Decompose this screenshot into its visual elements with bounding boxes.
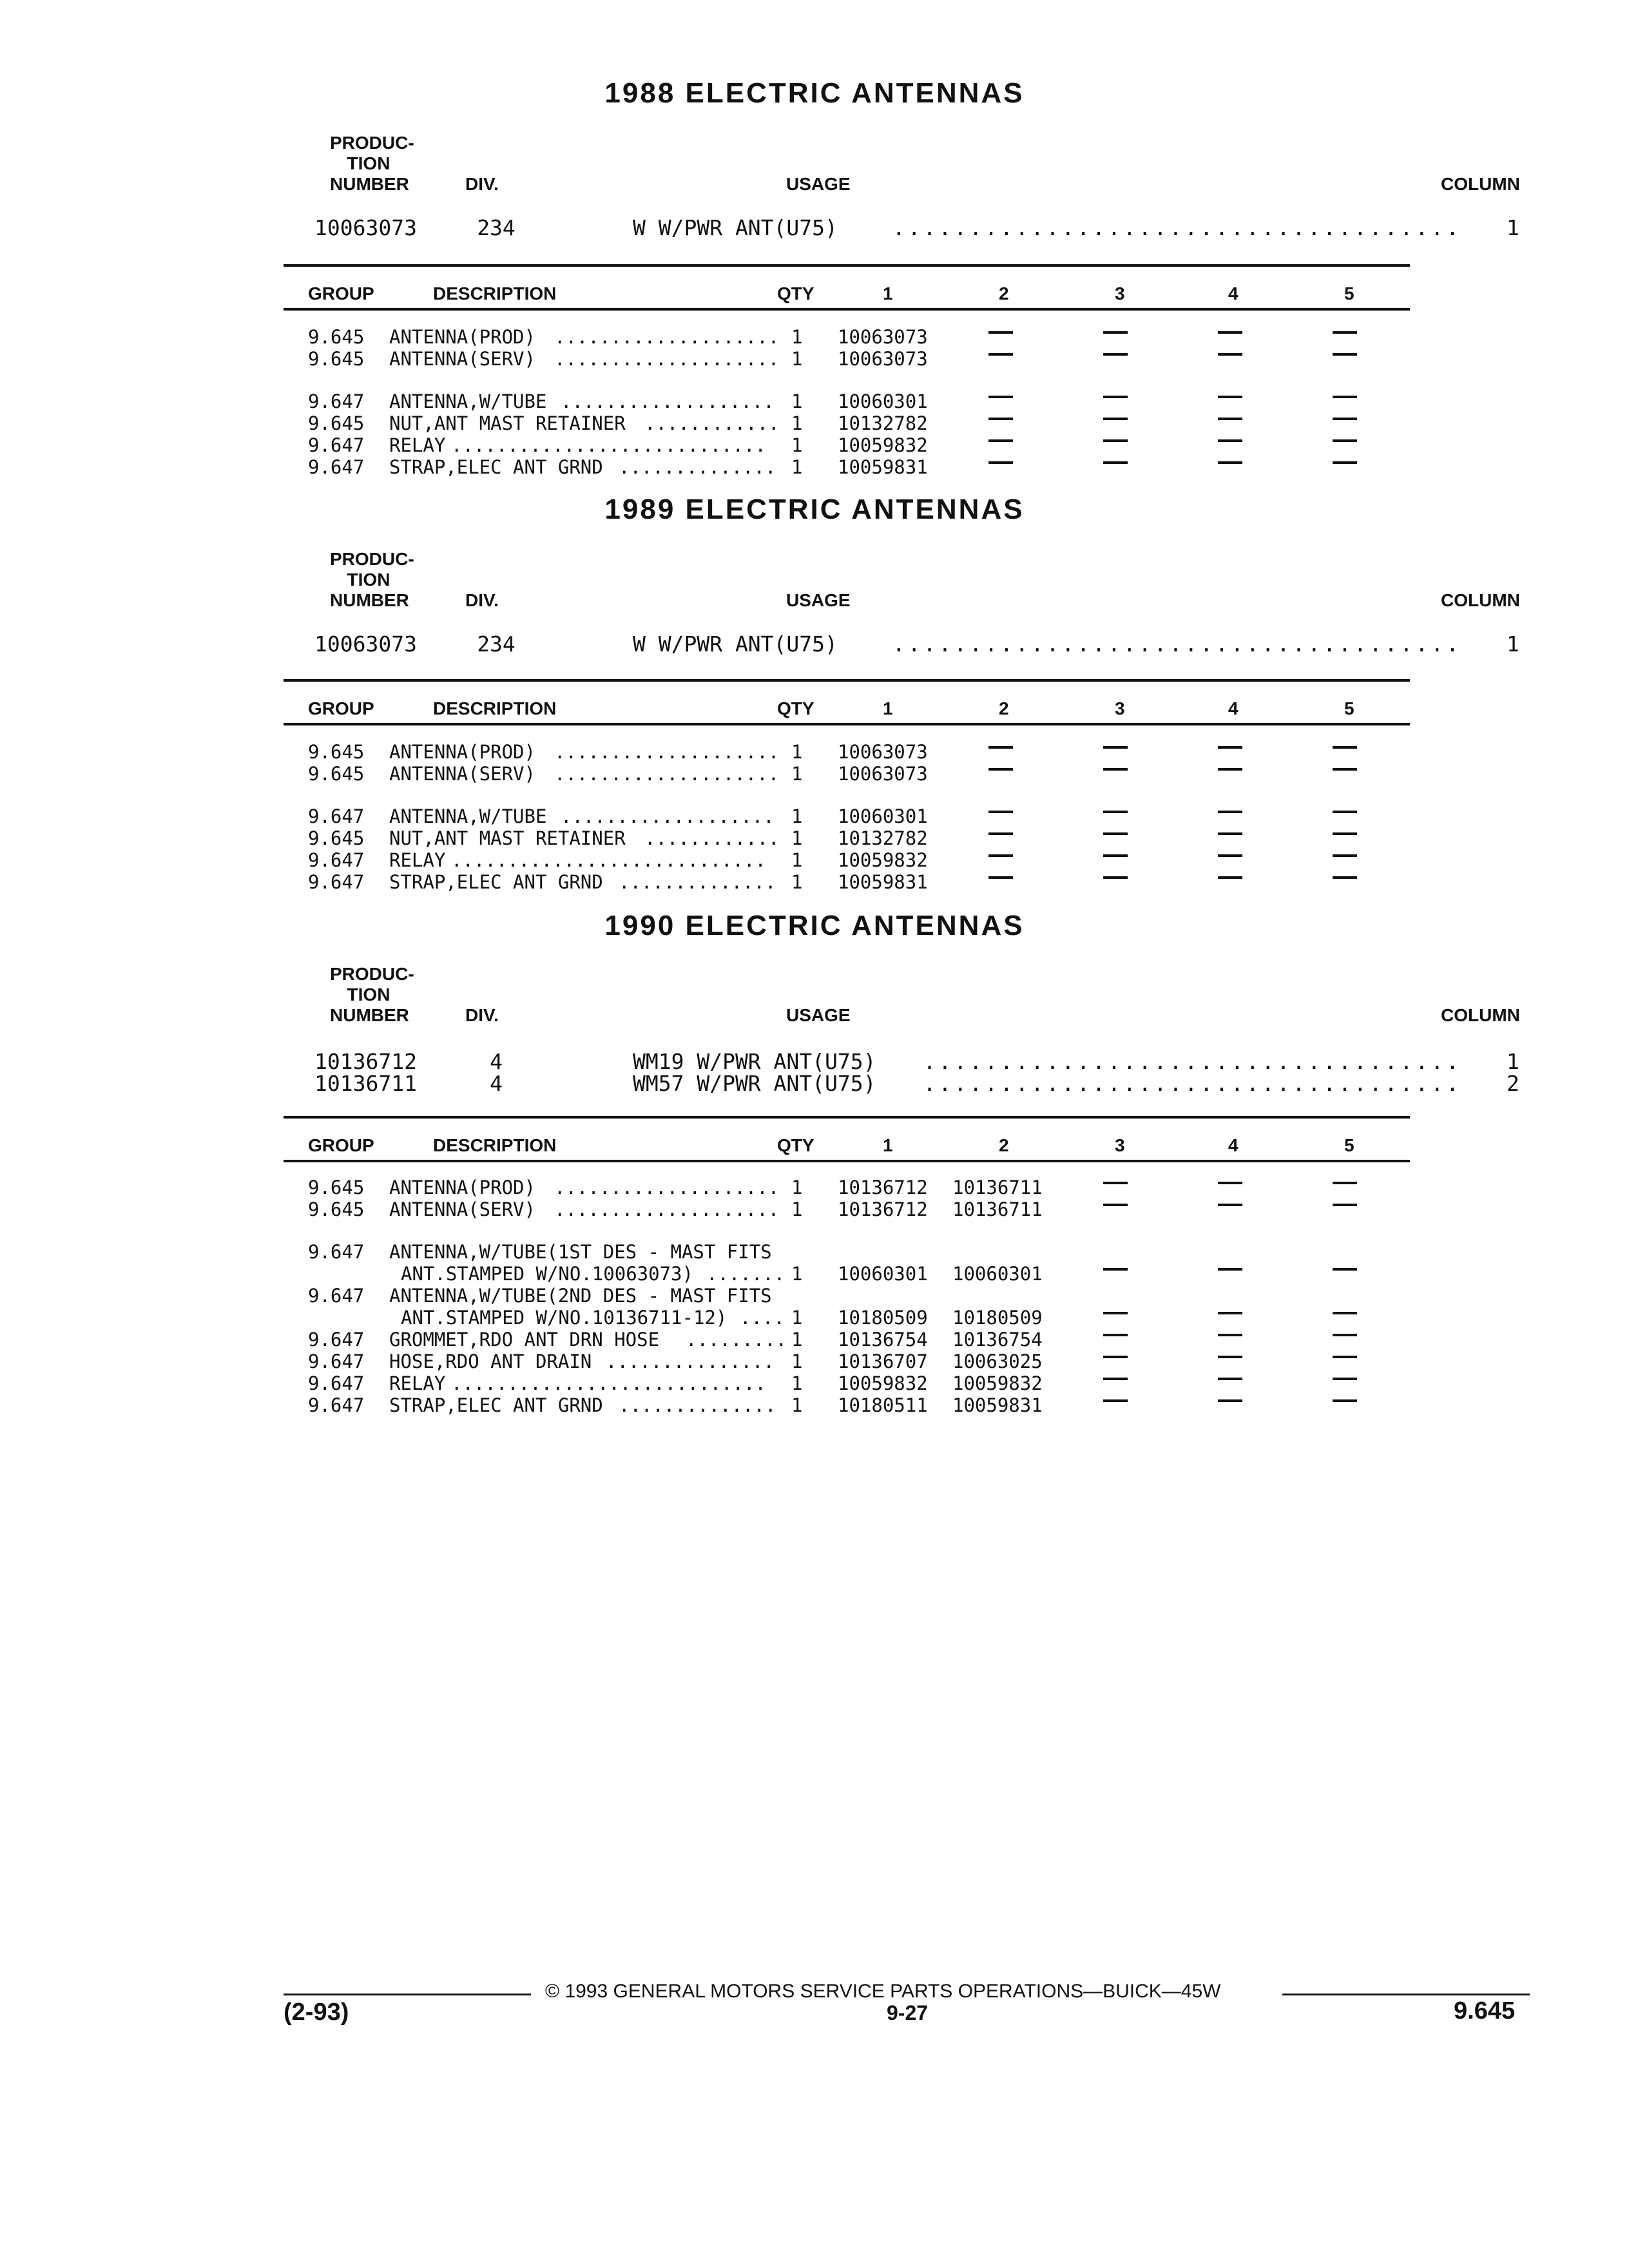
group-header-c1: 1 xyxy=(883,1135,893,1155)
table-cell: 9.645 xyxy=(308,1177,365,1198)
table-row xyxy=(0,1329,1629,1350)
dash-mark xyxy=(1103,1204,1128,1206)
table-cell: 1 xyxy=(791,741,803,763)
dash-mark xyxy=(1218,1399,1242,1402)
group-header-c1: 1 xyxy=(883,698,893,718)
dash-mark xyxy=(1218,1356,1242,1358)
dash-mark xyxy=(1218,396,1242,398)
table-cell: 1 xyxy=(791,1307,803,1329)
dash-mark xyxy=(1333,768,1357,771)
dash-mark xyxy=(1218,1182,1242,1184)
production-column: 2 xyxy=(1507,1071,1519,1096)
dash-mark xyxy=(1218,832,1242,835)
leader-dots: .................... xyxy=(554,741,780,763)
table-cell: 10063073 xyxy=(838,741,928,763)
production-row xyxy=(0,1049,1629,1072)
table-cell: 10059832 xyxy=(838,434,928,456)
rule-top xyxy=(284,264,1410,267)
group-header-qty: QTY xyxy=(777,284,815,303)
rule-header xyxy=(284,723,1410,726)
footer-copyright: © 1993 GENERAL MOTORS SERVICE PARTS OPERATIONS—BUICK—45W xyxy=(545,1981,1221,2002)
group-header-description: DESCRIPTION xyxy=(433,284,557,303)
table-row xyxy=(0,805,1629,827)
production-number: 10063073 xyxy=(314,215,417,240)
dash-mark xyxy=(1218,331,1242,334)
table-cell: 10063025 xyxy=(952,1350,1043,1372)
dash-mark xyxy=(1103,876,1128,879)
leader-dots: .................... xyxy=(554,1198,780,1220)
dash-mark xyxy=(1218,746,1242,749)
header-prod-line1: PRODUC- xyxy=(330,549,414,569)
table-cell: 1 xyxy=(791,348,803,370)
table-cell: ANTENNA(PROD) xyxy=(389,326,535,348)
dash-mark xyxy=(988,396,1013,398)
table-cell: NUT,ANT MAST RETAINER xyxy=(389,827,626,849)
header-prod-line2: TION xyxy=(347,153,390,173)
dash-mark xyxy=(1103,461,1128,464)
table-cell: 10063073 xyxy=(838,763,928,785)
table-cell: 1 xyxy=(791,412,803,434)
dash-mark xyxy=(1103,811,1128,813)
production-row xyxy=(0,631,1629,655)
table-row-continued xyxy=(0,1263,1629,1285)
leader-dots: ................................... xyxy=(923,1049,1461,1074)
dash-mark xyxy=(1103,353,1128,356)
leader-dots: ....... xyxy=(706,1263,786,1285)
table-cell: 10059831 xyxy=(952,1394,1043,1416)
table-cell: NUT,ANT MAST RETAINER xyxy=(389,412,626,434)
production-number: 10063073 xyxy=(314,631,417,657)
dash-mark xyxy=(1218,439,1242,442)
dash-mark xyxy=(1103,1356,1128,1358)
production-usage: W W/PWR ANT(U75) xyxy=(633,631,838,657)
dash-mark xyxy=(1333,1399,1357,1402)
table-cell: 9.647 xyxy=(308,871,365,893)
dash-mark xyxy=(988,832,1013,835)
dash-mark xyxy=(1333,811,1357,813)
table-cell: ANTENNA,W/TUBE xyxy=(389,805,547,827)
table-row xyxy=(0,456,1629,478)
table-cell: 10059832 xyxy=(838,1372,928,1394)
group-header-c3: 3 xyxy=(1115,1135,1125,1155)
table-row xyxy=(0,1285,1629,1307)
leader-dots: .............. xyxy=(619,1394,776,1416)
table-cell: 9.647 xyxy=(308,1394,365,1416)
leader-dots: ..................................... xyxy=(892,631,1461,657)
dash-mark xyxy=(988,746,1013,749)
table-cell: 9.647 xyxy=(308,1372,365,1394)
dash-mark xyxy=(1218,1268,1242,1271)
table-row xyxy=(0,1394,1629,1416)
table-cell: 10059831 xyxy=(838,871,928,893)
production-div: 4 xyxy=(490,1049,503,1074)
group-header-c5: 5 xyxy=(1344,284,1354,303)
section-title: 1989 ELECTRIC ANTENNAS xyxy=(604,494,1025,525)
header-div: DIV. xyxy=(465,174,499,194)
group-header-description: DESCRIPTION xyxy=(433,698,557,718)
dash-mark xyxy=(1103,1399,1128,1402)
dash-mark xyxy=(1103,1334,1128,1336)
table-cell: 10180509 xyxy=(952,1307,1043,1329)
group-header-c5: 5 xyxy=(1344,698,1354,718)
table-row-continued xyxy=(0,1307,1629,1329)
dash-mark xyxy=(1218,353,1242,356)
table-row xyxy=(0,390,1629,412)
header-prod-line1: PRODUC- xyxy=(330,964,414,984)
leader-dots: ..................................... xyxy=(892,215,1461,240)
table-cell: 9.647 xyxy=(308,1329,365,1350)
leader-dots: ............................ xyxy=(451,1372,766,1394)
dash-mark xyxy=(1333,1334,1357,1336)
footer-section: 9.645 xyxy=(1454,1997,1516,2024)
group-header-c5: 5 xyxy=(1344,1135,1354,1155)
dash-mark xyxy=(1333,876,1357,879)
dash-mark xyxy=(1218,1334,1242,1336)
table-row xyxy=(0,871,1629,893)
production-row xyxy=(0,215,1629,238)
dash-mark xyxy=(1103,746,1128,749)
table-cell: 1 xyxy=(791,1329,803,1350)
dash-mark xyxy=(988,768,1013,771)
dash-mark xyxy=(988,854,1013,857)
production-div: 4 xyxy=(490,1071,503,1096)
production-usage: WM19 W/PWR ANT(U75) xyxy=(633,1049,876,1074)
dash-mark xyxy=(1218,876,1242,879)
leader-dots: ............... xyxy=(606,1350,775,1372)
table-cell: 10132782 xyxy=(838,827,928,849)
table-cell: 1 xyxy=(791,1177,803,1198)
header-column: COLUMN xyxy=(1441,1005,1520,1025)
table-cell: STRAP,ELEC ANT GRND xyxy=(389,456,603,478)
header-prod-line3: NUMBER xyxy=(330,1005,409,1025)
table-cell: ANTENNA(PROD) xyxy=(389,741,535,763)
dash-mark xyxy=(1333,461,1357,464)
leader-dots: ................................... xyxy=(923,1071,1461,1096)
table-cell: HOSE,RDO ANT DRAIN xyxy=(389,1350,592,1372)
header-prod-line3: NUMBER xyxy=(330,590,409,610)
production-column: 1 xyxy=(1507,631,1519,657)
header-prod-line3: NUMBER xyxy=(330,174,409,194)
table-cell: 9.647 xyxy=(308,390,365,412)
table-cell: 9.645 xyxy=(308,348,365,370)
table-row xyxy=(0,741,1629,763)
dash-mark xyxy=(1218,1204,1242,1206)
production-div: 234 xyxy=(477,215,516,240)
table-row xyxy=(0,326,1629,348)
header-column: COLUMN xyxy=(1441,174,1520,194)
dash-mark xyxy=(1333,1182,1357,1184)
header-column: COLUMN xyxy=(1441,590,1520,610)
group-header-c3: 3 xyxy=(1115,698,1125,718)
dash-mark xyxy=(1103,1268,1128,1271)
table-row xyxy=(0,849,1629,871)
table-cell: ANTENNA(PROD) xyxy=(389,1177,535,1198)
table-cell: RELAY xyxy=(389,1372,446,1394)
table-cell: ANTENNA,W/TUBE xyxy=(389,390,547,412)
table-cell: 9.645 xyxy=(308,1198,365,1220)
table-row xyxy=(0,1241,1629,1263)
table-cell: STRAP,ELEC ANT GRND xyxy=(389,871,603,893)
dash-mark xyxy=(988,876,1013,879)
dash-mark xyxy=(1103,768,1128,771)
group-header-c4: 4 xyxy=(1228,698,1239,718)
section-title: 1988 ELECTRIC ANTENNAS xyxy=(604,77,1025,109)
header-prod-line1: PRODUC- xyxy=(330,133,414,153)
production-number: 10136712 xyxy=(314,1049,417,1074)
table-cell: 10059831 xyxy=(838,456,928,478)
group-header-group: GROUP xyxy=(308,698,374,718)
dash-mark xyxy=(1103,331,1128,334)
footer-rule-right xyxy=(1282,1994,1530,1995)
dash-mark xyxy=(1218,768,1242,771)
table-cell: 9.645 xyxy=(308,412,365,434)
header-usage: USAGE xyxy=(786,174,851,194)
dash-mark xyxy=(1103,439,1128,442)
header-usage: USAGE xyxy=(786,1005,851,1025)
table-cell: 9.647 xyxy=(308,456,365,478)
production-number: 10136711 xyxy=(314,1071,417,1096)
table-cell: ANTENNA(SERV) xyxy=(389,348,535,370)
leader-dots: .................... xyxy=(554,763,780,785)
dash-mark xyxy=(1218,1378,1242,1380)
table-cell: ANT.STAMPED W/NO.10136711-12) xyxy=(401,1307,728,1329)
dash-mark xyxy=(1333,1356,1357,1358)
table-cell: 10060301 xyxy=(838,390,928,412)
table-cell: 9.645 xyxy=(308,763,365,785)
production-column: 1 xyxy=(1507,1049,1519,1074)
table-row xyxy=(0,827,1629,849)
table-cell: ANTENNA(SERV) xyxy=(389,1198,535,1220)
table-cell: ANTENNA,W/TUBE(1ST DES - MAST FITS xyxy=(389,1241,772,1263)
dash-mark xyxy=(1333,1268,1357,1271)
group-header-description: DESCRIPTION xyxy=(433,1135,557,1155)
footer-date: (2-93) xyxy=(284,1999,349,2026)
table-cell: 1 xyxy=(791,326,803,348)
table-row xyxy=(0,1350,1629,1372)
table-cell: 9.647 xyxy=(308,1285,365,1307)
dash-mark xyxy=(988,353,1013,356)
table-cell: ANTENNA(SERV) xyxy=(389,763,535,785)
table-cell: 10136754 xyxy=(838,1329,928,1350)
dash-mark xyxy=(1333,439,1357,442)
table-cell: 10136754 xyxy=(952,1329,1043,1350)
leader-dots: ................... xyxy=(561,390,775,412)
dash-mark xyxy=(1333,832,1357,835)
table-cell: 9.647 xyxy=(308,849,365,871)
table-cell: RELAY xyxy=(389,434,446,456)
table-cell: 10136712 xyxy=(838,1177,928,1198)
dash-mark xyxy=(1333,1204,1357,1206)
table-cell: 10059832 xyxy=(838,849,928,871)
leader-dots: ............ xyxy=(644,412,780,434)
table-cell: 10060301 xyxy=(838,805,928,827)
leader-dots: ............................ xyxy=(451,849,766,871)
production-usage: WM57 W/PWR ANT(U75) xyxy=(633,1071,876,1096)
table-cell: 9.647 xyxy=(308,1241,365,1263)
dash-mark xyxy=(1103,1182,1128,1184)
header-prod-line2: TION xyxy=(347,570,390,590)
group-header-c2: 2 xyxy=(999,1135,1009,1155)
table-cell: 9.645 xyxy=(308,326,365,348)
header-usage: USAGE xyxy=(786,590,851,610)
dash-mark xyxy=(1218,418,1242,420)
table-cell: 1 xyxy=(791,763,803,785)
dash-mark xyxy=(988,461,1013,464)
table-cell: 1 xyxy=(791,1198,803,1220)
table-row xyxy=(0,1198,1629,1220)
group-header-c3: 3 xyxy=(1115,284,1125,303)
table-row xyxy=(0,434,1629,456)
footer-rule-left xyxy=(284,1994,531,1995)
table-cell: ANTENNA,W/TUBE(2ND DES - MAST FITS xyxy=(389,1285,772,1307)
table-cell: 10136711 xyxy=(952,1198,1043,1220)
table-cell: 1 xyxy=(791,871,803,893)
dash-mark xyxy=(1333,331,1357,334)
header-production-number xyxy=(330,964,414,1026)
group-header-group: GROUP xyxy=(308,1135,374,1155)
group-header-c4: 4 xyxy=(1228,1135,1239,1155)
dash-mark xyxy=(1218,811,1242,813)
table-row xyxy=(0,763,1629,785)
leader-dots: .............. xyxy=(619,871,776,893)
leader-dots: ............................ xyxy=(451,434,766,456)
table-cell: 10136707 xyxy=(838,1350,928,1372)
group-header-qty: QTY xyxy=(777,1135,815,1155)
table-cell: GROMMET,RDO ANT DRN HOSE xyxy=(389,1329,660,1350)
table-cell: 9.647 xyxy=(308,1350,365,1372)
group-header-c2: 2 xyxy=(999,284,1009,303)
table-cell: 1 xyxy=(791,390,803,412)
group-header-qty: QTY xyxy=(777,698,815,718)
table-cell: 1 xyxy=(791,805,803,827)
table-cell: 9.645 xyxy=(308,827,365,849)
table-cell: 1 xyxy=(791,827,803,849)
rule-top xyxy=(284,679,1410,682)
header-production-number xyxy=(330,549,414,611)
production-div: 234 xyxy=(477,631,516,657)
dash-mark xyxy=(1333,353,1357,356)
group-header-c1: 1 xyxy=(883,284,893,303)
table-cell: 10063073 xyxy=(838,326,928,348)
table-cell: 1 xyxy=(791,1372,803,1394)
table-cell: RELAY xyxy=(389,849,446,871)
header-production-number xyxy=(330,133,414,195)
table-cell: 1 xyxy=(791,849,803,871)
leader-dots: .................... xyxy=(554,1177,780,1198)
table-row xyxy=(0,412,1629,434)
table-row xyxy=(0,1177,1629,1198)
footer-page: 9-27 xyxy=(887,2001,929,2024)
table-cell: 10136711 xyxy=(952,1177,1043,1198)
group-header-c2: 2 xyxy=(999,698,1009,718)
dash-mark xyxy=(1218,461,1242,464)
table-cell: 10060301 xyxy=(952,1263,1043,1285)
dash-mark xyxy=(988,331,1013,334)
table-cell: STRAP,ELEC ANT GRND xyxy=(389,1394,603,1416)
table-cell: 9.647 xyxy=(308,434,365,456)
table-cell: 10136712 xyxy=(838,1198,928,1220)
table-cell: 9.647 xyxy=(308,805,365,827)
group-header-group: GROUP xyxy=(308,284,374,303)
dash-mark xyxy=(1333,854,1357,857)
dash-mark xyxy=(1333,746,1357,749)
leader-dots: ......... xyxy=(686,1329,787,1350)
dash-mark xyxy=(988,811,1013,813)
rule-top xyxy=(284,1116,1410,1119)
section-title: 1990 ELECTRIC ANTENNAS xyxy=(604,910,1025,941)
table-cell: 1 xyxy=(791,434,803,456)
dash-mark xyxy=(1333,1312,1357,1314)
dash-mark xyxy=(1333,1378,1357,1380)
production-row xyxy=(0,1071,1629,1094)
production-usage: W W/PWR ANT(U75) xyxy=(633,215,838,240)
dash-mark xyxy=(988,418,1013,420)
table-cell: 10063073 xyxy=(838,348,928,370)
table-cell: 10132782 xyxy=(838,412,928,434)
dash-mark xyxy=(1103,396,1128,398)
table-row xyxy=(0,1372,1629,1394)
header-div: DIV. xyxy=(465,1005,499,1025)
rule-header xyxy=(284,308,1410,311)
table-cell: 10180511 xyxy=(838,1394,928,1416)
leader-dots: .................... xyxy=(554,326,780,348)
table-cell: 10060301 xyxy=(838,1263,928,1285)
table-cell: 1 xyxy=(791,1263,803,1285)
leader-dots: .... xyxy=(740,1307,785,1329)
rule-header xyxy=(284,1160,1410,1162)
dash-mark xyxy=(1103,854,1128,857)
table-cell: 1 xyxy=(791,456,803,478)
dash-mark xyxy=(1333,418,1357,420)
table-cell: 10180509 xyxy=(838,1307,928,1329)
leader-dots: ............ xyxy=(644,827,780,849)
dash-mark xyxy=(1333,396,1357,398)
table-cell: 1 xyxy=(791,1350,803,1372)
header-div: DIV. xyxy=(465,590,499,610)
dash-mark xyxy=(1218,1312,1242,1314)
dash-mark xyxy=(1103,418,1128,420)
leader-dots: .............. xyxy=(619,456,776,478)
table-row xyxy=(0,348,1629,370)
leader-dots: ................... xyxy=(561,805,775,827)
dash-mark xyxy=(1103,1312,1128,1314)
leader-dots: .................... xyxy=(554,348,780,370)
dash-mark xyxy=(1218,854,1242,857)
group-header-c4: 4 xyxy=(1228,284,1239,303)
dash-mark xyxy=(1103,832,1128,835)
production-column: 1 xyxy=(1507,215,1519,240)
table-cell: ANT.STAMPED W/NO.10063073) xyxy=(401,1263,693,1285)
table-cell: 9.645 xyxy=(308,741,365,763)
dash-mark xyxy=(988,439,1013,442)
header-prod-line2: TION xyxy=(347,985,390,1004)
table-cell: 1 xyxy=(791,1394,803,1416)
dash-mark xyxy=(1103,1378,1128,1380)
table-cell: 10059832 xyxy=(952,1372,1043,1394)
